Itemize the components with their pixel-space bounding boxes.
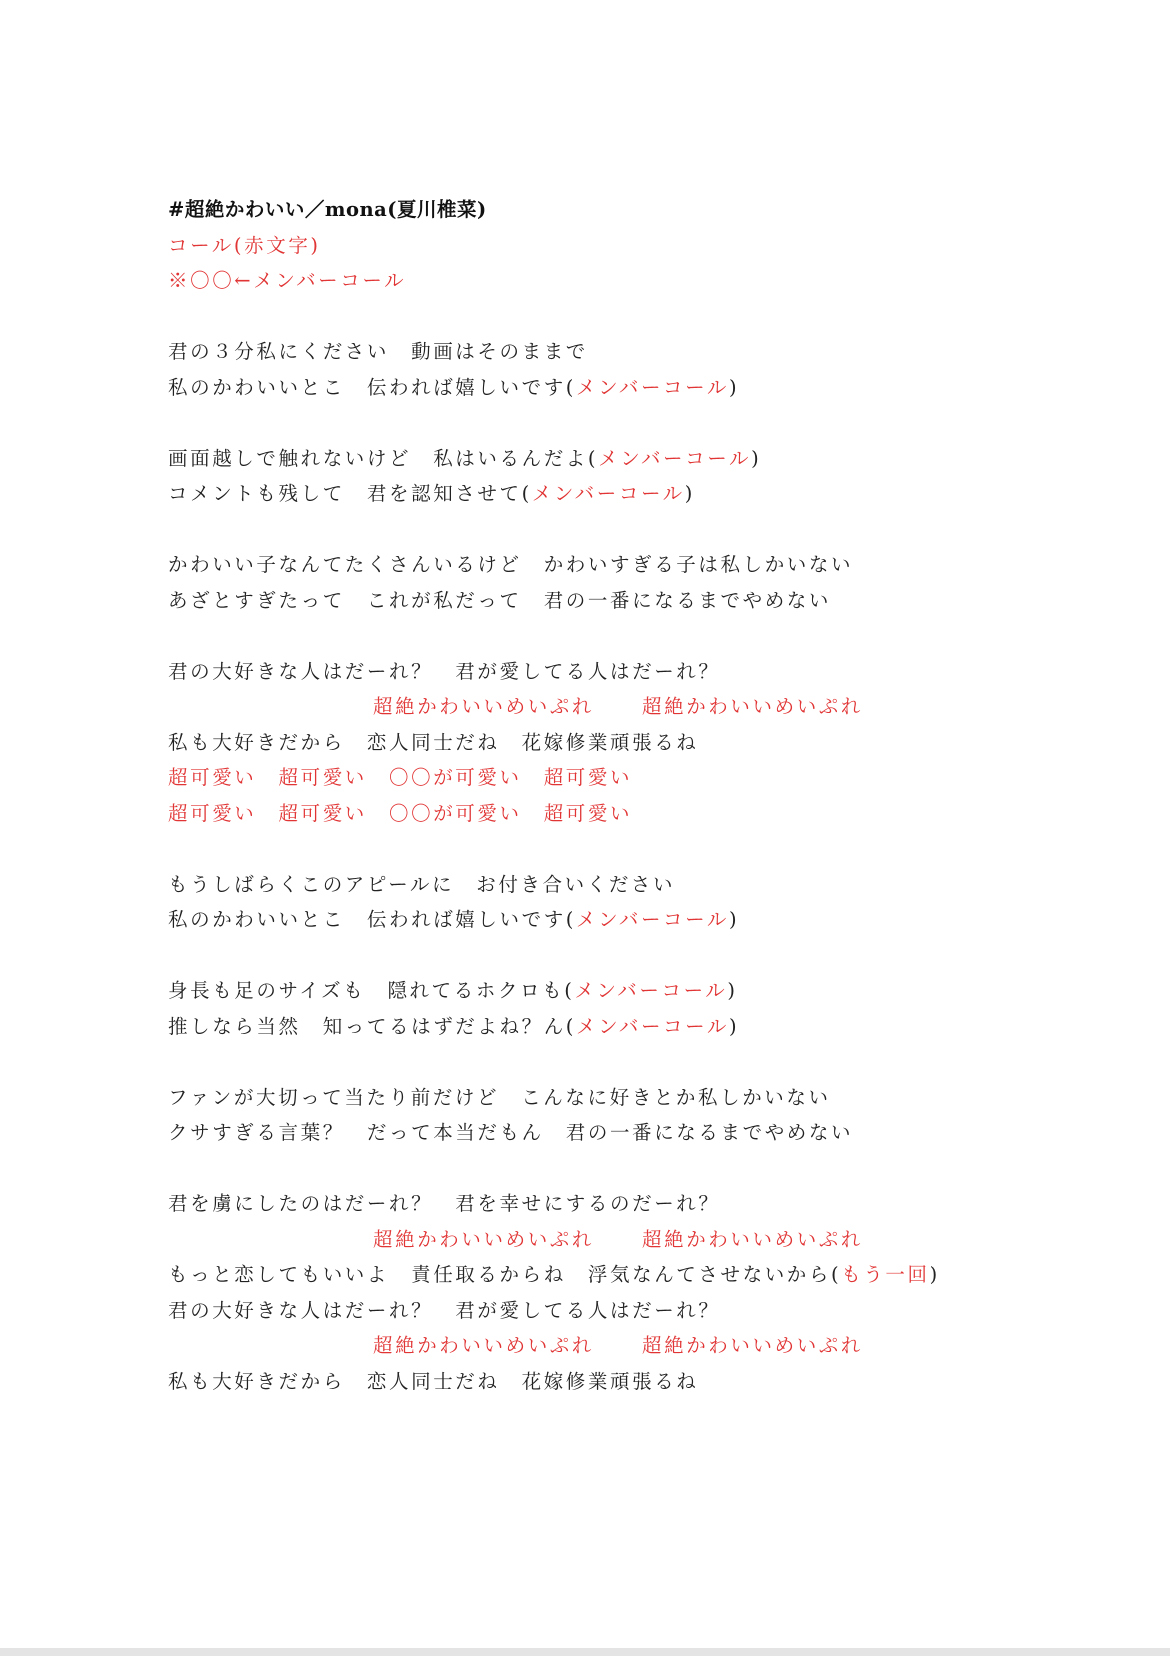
spacer: [168, 1044, 1068, 1080]
call-line: 超可愛い 超可愛い 〇〇が可愛い 超可愛い: [168, 766, 633, 789]
call-row: [168, 1222, 1068, 1258]
call-row: [168, 689, 1068, 725]
lyric-line: あざとすぎたって これが私だって 君の一番になるまでやめない: [168, 588, 832, 612]
spacer: [168, 938, 1068, 974]
member-call: メンバーコール: [598, 446, 752, 470]
spacer: [168, 299, 1068, 335]
lyrics-document: [168, 192, 1068, 1399]
spacer: [168, 831, 1068, 867]
lyric-text: ): [727, 979, 738, 1002]
call-text: 超絶かわいいめいぷれ: [373, 1334, 595, 1357]
lyric-line: 私も大好きだから 恋人同士だね 花嫁修業頑張るね: [168, 1369, 699, 1393]
lyric-text: 推しなら当然 知ってるはずだよね？ん(: [168, 1014, 577, 1038]
call-line: 超可愛い 超可愛い 〇〇が可愛い 超可愛い: [168, 801, 633, 825]
encore-call: もう一回: [841, 1263, 930, 1286]
lyric-text: もっと恋してもいいよ 責任取るからね 浮気なんてさせないから(: [168, 1263, 842, 1286]
lyric-text: ): [929, 1263, 940, 1286]
lyric-line: ファンが大切って当たり前だけど こんなに好きとか私しかいない: [168, 1085, 831, 1109]
lyric-line: かわいい子なんてたくさんいるけど かわいすぎる子は私しかいない: [168, 553, 854, 576]
spacer: [168, 512, 1068, 548]
member-call-legend-note: ※〇〇←メンバーコール: [168, 269, 407, 292]
member-call: メンバーコール: [531, 482, 685, 505]
call-text: 超絶かわいいめいぷれ: [642, 695, 864, 718]
member-call: メンバーコール: [574, 979, 728, 1002]
lyric-text: ): [728, 375, 740, 399]
lyric-text: 身長も足のサイズも 隠れてるホクロも(: [168, 979, 575, 1002]
lyric-line: [168, 973, 1068, 1009]
lyric-line: 君の大好きな人はだーれ？ 君が愛してる人はだーれ？: [168, 1298, 721, 1322]
lyric-text: 私のかわいいとこ 伝われば嬉しいです(: [168, 375, 577, 399]
member-call: メンバーコール: [576, 375, 729, 399]
spacer: [168, 618, 1068, 654]
lyric-line: [168, 370, 1068, 406]
lyric-line: [168, 902, 1068, 938]
lyric-line: 君の３分私にください 動画はそのままで: [168, 340, 588, 363]
member-call: メンバーコール: [576, 1014, 729, 1038]
lyric-text: ): [751, 446, 762, 470]
lyric-text: 私のかわいいとこ 伝われば嬉しいです(: [168, 908, 577, 931]
page-bottom-edge: [0, 1648, 1170, 1656]
call-text: 超絶かわいいめいぷれ: [373, 695, 595, 718]
call-text: 超絶かわいいめいぷれ: [642, 1227, 864, 1251]
lyric-line: [168, 441, 1068, 477]
call-text: 超絶かわいいめいぷれ: [373, 1227, 595, 1251]
lyric-line: 私も大好きだから 恋人同士だね 花嫁修業頑張るね: [168, 730, 699, 754]
spacer: [168, 1151, 1068, 1187]
call-row: [168, 1328, 1068, 1364]
lyric-line: [168, 1009, 1068, 1045]
call-legend-note: コール(赤文字): [168, 233, 321, 257]
lyric-line: もうしばらくこのアピールに お付き合いください: [168, 872, 676, 896]
call-text: 超絶かわいいめいぷれ: [642, 1334, 864, 1357]
lyric-line: [168, 1257, 1068, 1293]
member-call: メンバーコール: [576, 908, 729, 931]
lyric-text: ): [728, 908, 740, 931]
lyric-text: ): [728, 1014, 740, 1038]
song-title: #超絶かわいい／mona(夏川椎菜): [168, 198, 487, 221]
lyric-line: [168, 476, 1068, 512]
lyric-text: コメントも残して 君を認知させて(: [168, 482, 532, 505]
lyric-line: 君の大好きな人はだーれ？ 君が愛してる人はだーれ？: [168, 659, 721, 683]
lyric-text: ): [684, 482, 695, 505]
spacer: [168, 405, 1068, 441]
lyric-line: 君を虜にしたのはだーれ？ 君を幸せにするのだーれ？: [168, 1192, 721, 1215]
lyric-text: 画面越しで触れないけど 私はいるんだよ(: [168, 446, 599, 470]
lyric-line: クサすぎる言葉？ だって本当だもん 君の一番になるまでやめない: [168, 1121, 854, 1144]
